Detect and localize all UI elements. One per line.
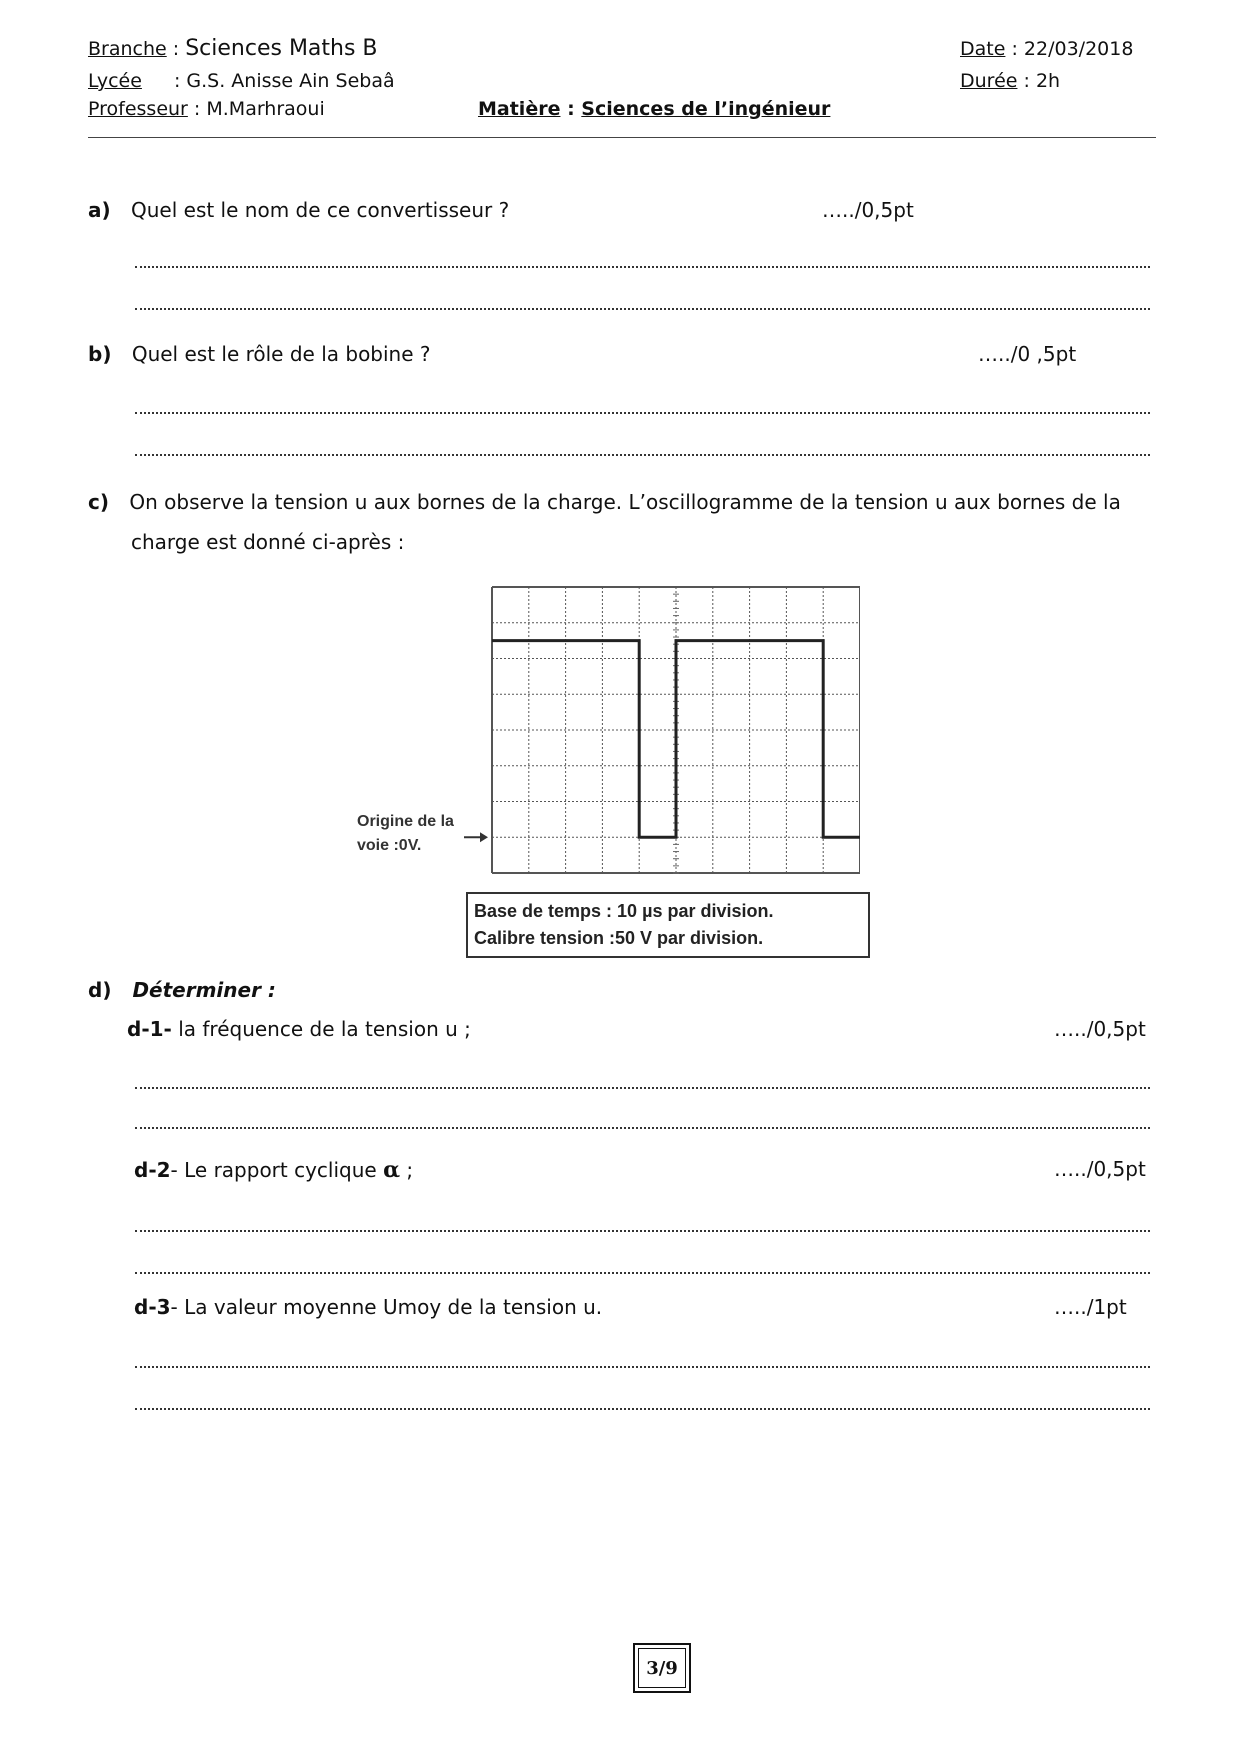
question-d2 (134, 1157, 413, 1183)
oscillogram (460, 575, 860, 875)
timebase-text: Base de temps : 10 µs par division. (474, 901, 774, 921)
duree-line (960, 70, 1060, 92)
page-number: 3/9 (638, 1648, 686, 1688)
matiere-sep: : (560, 98, 582, 120)
question-c-label: c) (88, 490, 109, 514)
branche-label: Branche (88, 38, 167, 60)
matiere-line (478, 98, 830, 120)
page-number-box (633, 1643, 691, 1693)
question-d (88, 978, 276, 1002)
answer-line[interactable] (135, 454, 1150, 456)
answer-line[interactable] (135, 1127, 1150, 1129)
question-d1-points: …../0,5pt (1054, 1017, 1146, 1041)
answer-line[interactable] (135, 308, 1150, 310)
date-line (960, 38, 1133, 60)
answer-line[interactable] (135, 1408, 1150, 1410)
question-d1 (127, 1017, 471, 1041)
branche-line: Branche : Sciences Maths B (88, 36, 378, 61)
lycee-line (88, 70, 395, 92)
question-d2-label: d-2 (134, 1158, 171, 1182)
origin-label-line1: Origine de la (357, 813, 454, 830)
origin-arrow-icon (480, 832, 488, 842)
alpha-symbol: α (383, 1157, 401, 1183)
question-c (88, 482, 1121, 562)
question-d-text: Déterminer : (132, 978, 276, 1002)
matiere-value: Sciences de l’ingénieur (581, 98, 831, 120)
question-b-points: …../0 ,5pt (978, 342, 1077, 366)
duree-label: Durée (960, 70, 1018, 92)
professeur-line (88, 98, 325, 120)
branche-value: Sciences Maths B (185, 36, 378, 61)
duree-value: : 2h (1023, 70, 1061, 92)
date-value: : 22/03/2018 (1011, 38, 1134, 60)
signal-trace-u (492, 641, 860, 838)
origin-label-line2: voie :0V. (357, 837, 422, 854)
answer-line[interactable] (135, 412, 1150, 414)
question-d3-text: - La valeur moyenne Umoy de la tension u. (170, 1295, 603, 1319)
lycee-label: Lycée (88, 70, 142, 92)
professeur-value: : M.Marhraoui (193, 98, 325, 120)
question-b-text: Quel est le rôle de la bobine ? (131, 342, 431, 366)
question-d1-label: d-1- (127, 1017, 172, 1041)
question-a-label: a) (88, 198, 111, 222)
answer-line[interactable] (135, 1230, 1150, 1232)
question-d3 (134, 1295, 602, 1319)
oscillogram-legend (466, 892, 870, 958)
question-a (88, 198, 509, 222)
question-d2-suffix: ; (400, 1158, 414, 1182)
professeur-label: Professeur (88, 98, 188, 120)
answer-line[interactable] (135, 1087, 1150, 1089)
voltage-text: Calibre tension :50 V par division. (474, 928, 764, 948)
date-label: Date (960, 38, 1006, 60)
header-divider (88, 137, 1156, 138)
lycee-value: : G.S. Anisse Ain Sebaâ (173, 70, 395, 92)
question-b (88, 342, 431, 366)
question-a-text: Quel est le nom de ce convertisseur ? (131, 198, 510, 222)
question-d2-points: …../0,5pt (1054, 1157, 1146, 1181)
question-d3-points: …../1pt (1054, 1295, 1127, 1319)
answer-line[interactable] (135, 1366, 1150, 1368)
answer-line[interactable] (135, 1272, 1150, 1274)
question-d2-text: - Le rapport cyclique (170, 1158, 384, 1182)
origin-label (357, 810, 454, 858)
question-d1-text: la fréquence de la tension u ; (171, 1017, 471, 1041)
question-d-label: d) (88, 978, 112, 1002)
question-a-points: …../0,5pt (822, 198, 914, 222)
question-d3-label: d-3 (134, 1295, 171, 1319)
question-b-label: b) (88, 342, 112, 366)
answer-line[interactable] (135, 266, 1150, 268)
matiere-label: Matière (478, 98, 561, 120)
question-c-line2: charge est donné ci-après : (131, 530, 405, 554)
question-c-line1: On observe la tension u aux bornes de la charge. L’oscillogramme de la tension u aux bornes de la (129, 490, 1121, 514)
